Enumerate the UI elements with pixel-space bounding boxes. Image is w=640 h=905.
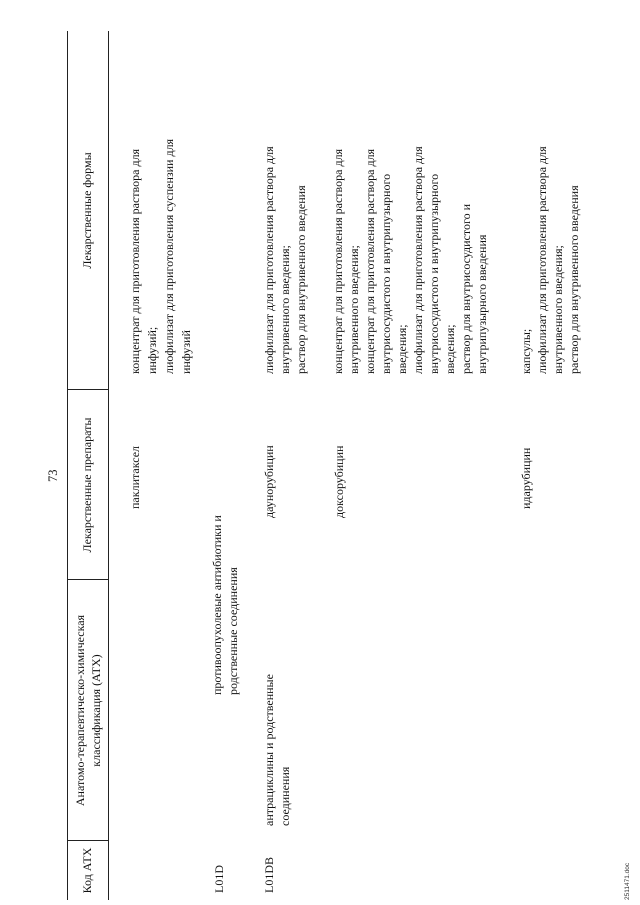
atc-code: L01DB (262, 857, 276, 893)
form-line: лиофилизат для приготовления раствора для (535, 146, 549, 374)
form-line: раствор для внутривенного введения (294, 185, 308, 374)
form-line: раствор для внутрисосудистого и (459, 203, 473, 374)
header-code: Код АТХ (80, 847, 94, 894)
header-bottom-rule (108, 31, 109, 900)
form-line: лиофилизат для приготовления раствора для (411, 146, 425, 374)
classification-line: антрациклины и родственные (262, 674, 276, 826)
drug-name: доксорубицин (332, 445, 346, 518)
drug-name: даунорубицин (262, 445, 276, 518)
form-line: введения; (443, 324, 457, 374)
drug-name: паклитаксел (128, 445, 142, 509)
form-line: внутривенного введения; (551, 245, 565, 374)
classification-line: родственные соединения (226, 567, 240, 695)
page-number: 73 (46, 469, 60, 482)
header-classification-line-2: классификация (АТХ) (89, 654, 103, 767)
header-forms: Лекарственные формы (80, 152, 94, 269)
form-line: инфузий (179, 330, 193, 374)
form-line: внутривенного введения; (347, 245, 361, 374)
header-classification-line-1: Анатомо-терапевтическо-химическая (73, 614, 87, 807)
form-line: внутрипузырного введения (475, 234, 489, 374)
form-line: внутрисосудистого и внутрипузырного (379, 173, 393, 374)
footer-filename: 2511471.doc (624, 862, 631, 900)
drug-name: идарубицин (519, 447, 533, 509)
form-line: лиофилизат для приготовления раствора для (262, 146, 276, 374)
form-line: инфузий; (145, 326, 159, 374)
form-line: раствор для внутривенного введения (567, 185, 581, 374)
form-line: концентрат для приготовления раствора для (128, 148, 142, 374)
classification-line: соединения (278, 766, 292, 826)
atc-code: L01D (212, 865, 226, 893)
form-line: внутрисосудистого и внутрипузырного (427, 173, 441, 374)
form-line: концентрат для приготовления раствора для (363, 148, 377, 374)
header-drugs: Лекарственные препараты (80, 417, 94, 553)
form-line: лиофилизат для приготовления суспензии для (162, 138, 176, 374)
form-line: внутривенного введения; (278, 245, 292, 374)
form-line: капсулы; (519, 328, 533, 374)
classification-line: противоопухолевые антибиотики и (210, 515, 224, 695)
header-top-rule (67, 31, 68, 900)
form-line: введения; (395, 324, 409, 374)
form-line: концентрат для приготовления раствора для (331, 148, 345, 374)
